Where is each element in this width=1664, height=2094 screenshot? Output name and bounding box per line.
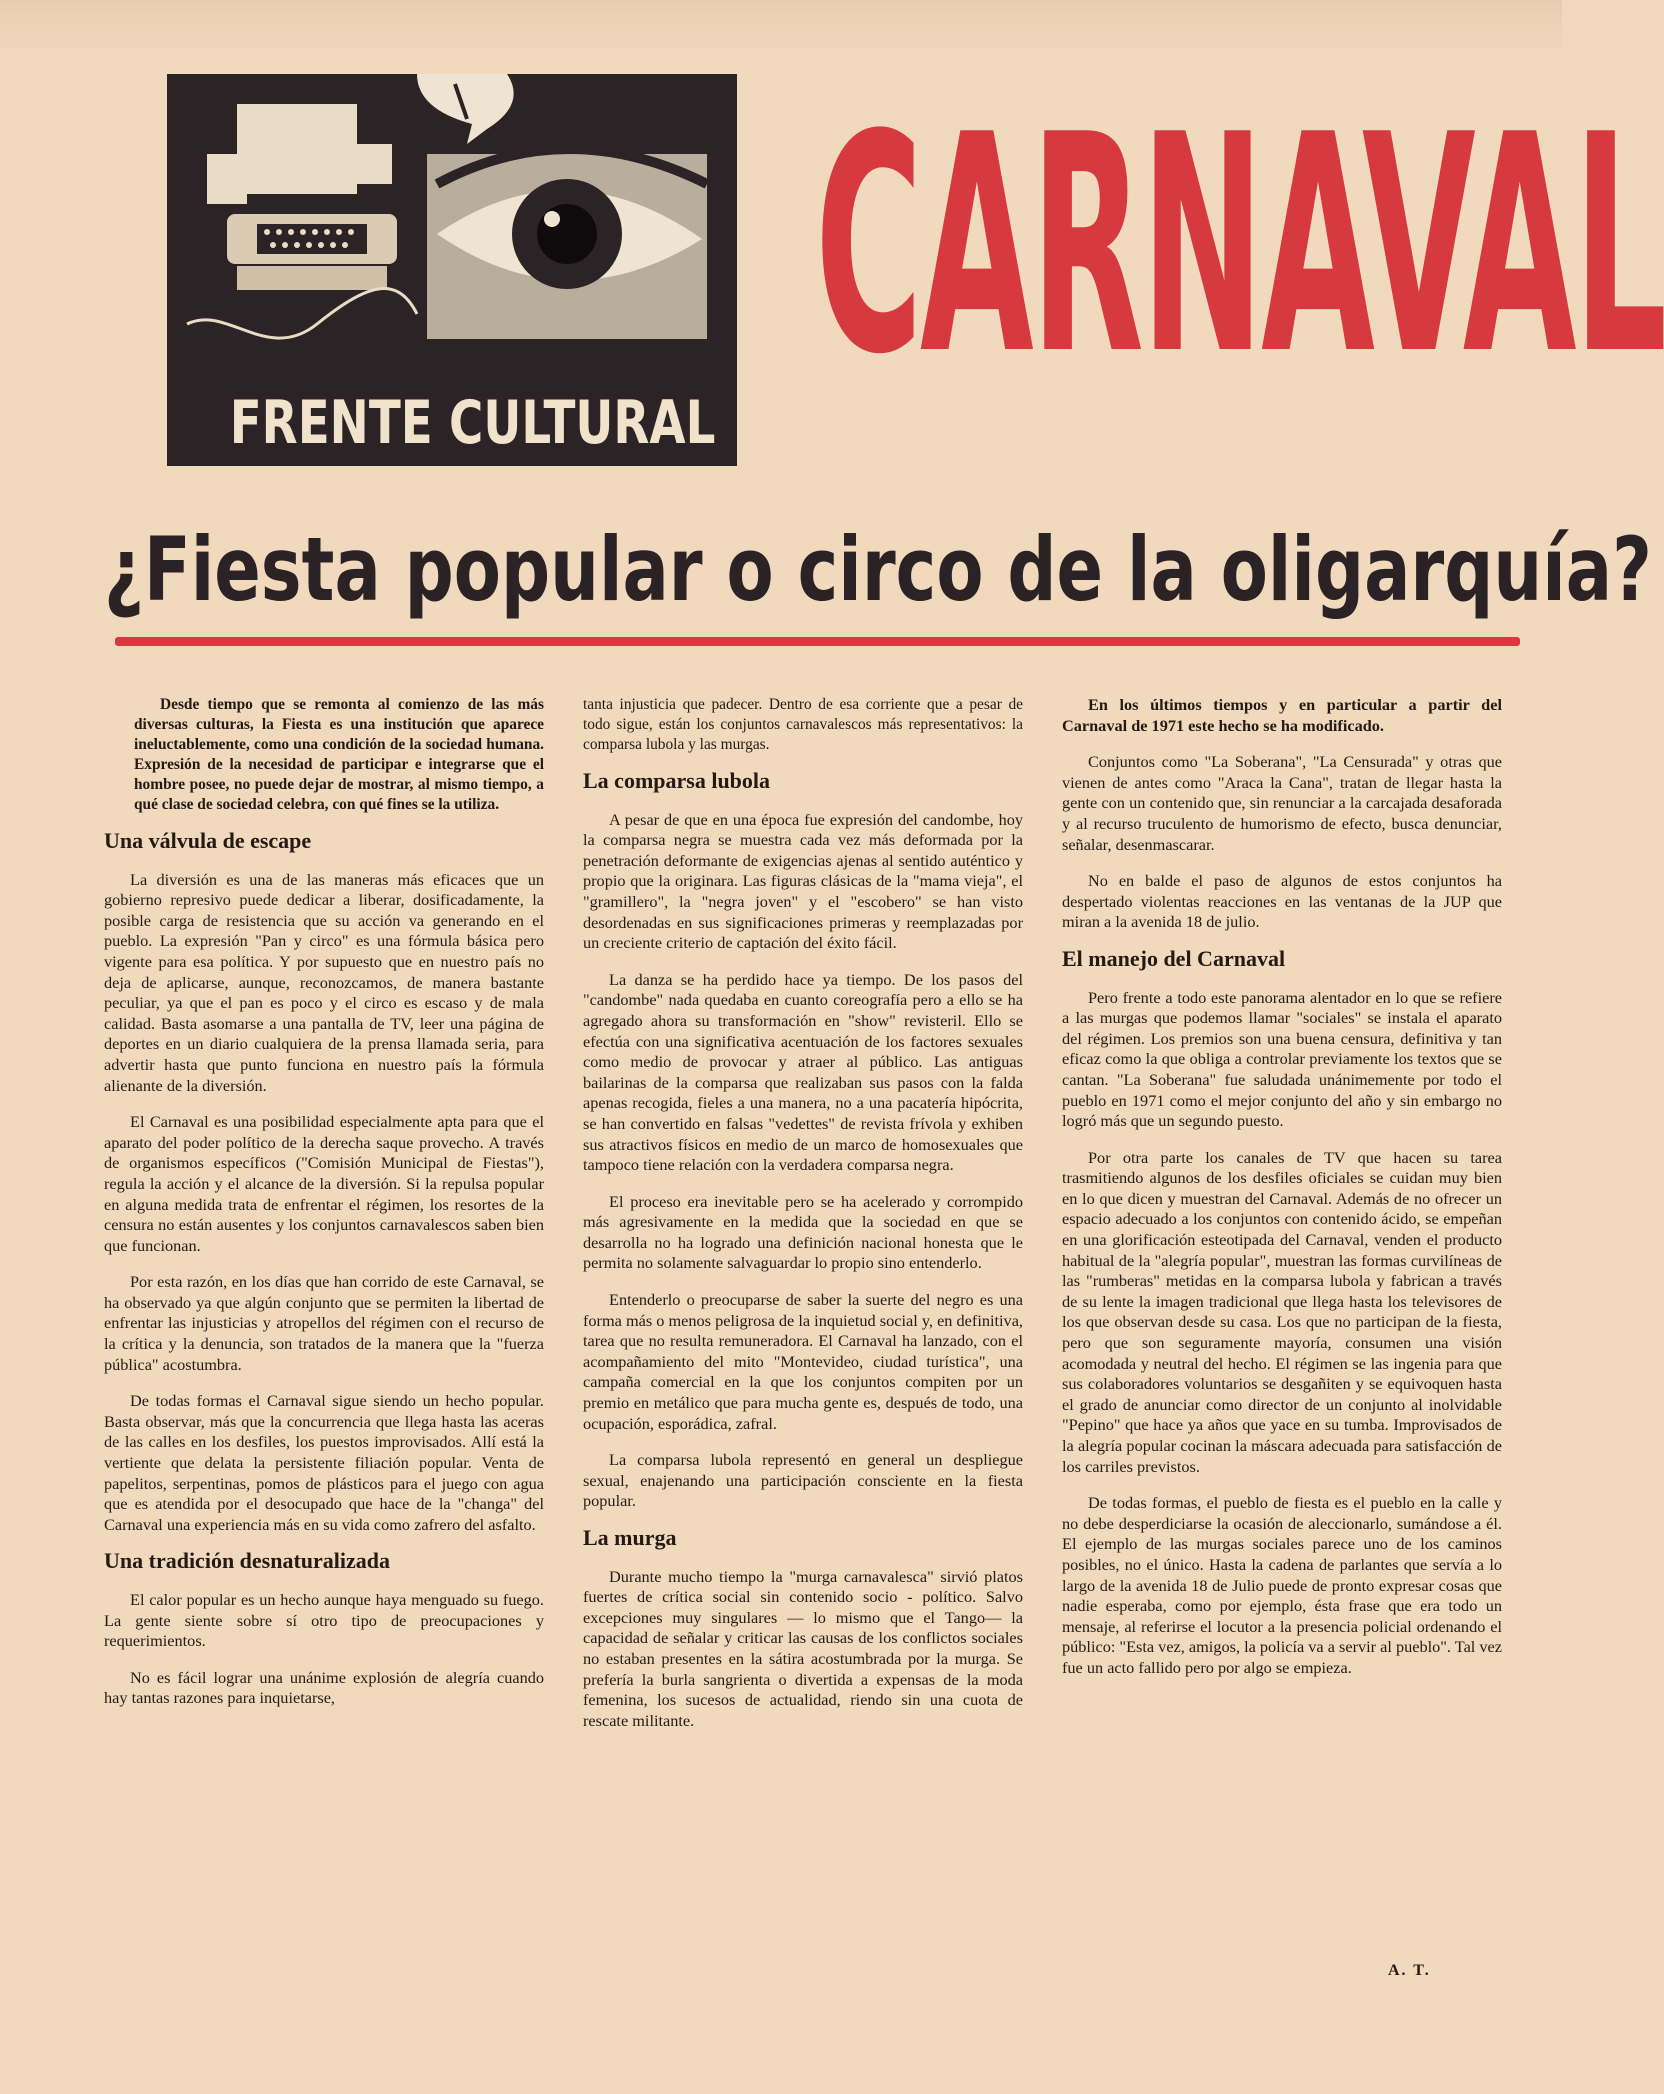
paragraph: De todas formas, el pueblo de fiesta es el pueblo en la calle y no debe desperdiciarse la ocasión de aleccionarlo, sumándose a él. El ejemplo de las murgas sociales parece uno de los caminos posibles, no el único. Hasta la cadena de parlantes que servía a lo largo de la avenida 18 de Julio puede de pronto expresar cosas que nadie esperaba, como por ejemplo, ésta frase que era todo un mensaje, al referirse el locutor a la presencia policial ordenando el público: "Esta vez, amigos, la policía va a servir al pueblo". Tal vez fue un acto fallido pero por algo se empieza. (1062, 1493, 1502, 1677)
intro-paragraph: tanta injusticia que padecer. Dentro de esa corriente que a pesar de todo sigue, están los conjuntos carnavalescos más representativos: la comparsa lubola y las murgas. (583, 696, 1023, 753)
paragraph: La diversión es una de las maneras más eficaces que un gobierno represivo puede dedicar a liberar, dosificadamente, la posible carga de resistencia que su acción va generando en el pueblo. La expresión "Pan y circo" es una fórmula básica pero vigente para esa política. Y por supuesto que en nuestro país no deja de aplicarse, aunque, reconozcamos, de manera bastante peculiar, ya que el pan es poco y el circo es escaso y de mala calidad. Basta asomarse a una pantalla de TV, leer una página de deportes en un diario cualquiera de la prensa llamada seria, para advertir hasta que punto funciona en nuestro país la fórmula alienante de la diversión. (104, 869, 544, 1095)
top-edge (0, 0, 1562, 58)
frente-cultural-masthead (167, 74, 737, 466)
intro-paragraph: En los últimos tiempos y en particular a partir del Carnaval de 1971 este hecho se ha modificado. (1062, 695, 1502, 735)
paragraph: No en balde el paso de algunos de estos conjuntos ha despertado violentas reacciones en las ventanas de la JUP que miran a la avenida 18 de julio. (1062, 871, 1502, 932)
speech-bubble-icon (417, 74, 514, 144)
subheading-tradicion: Una tradición desnaturalizada (104, 1548, 391, 1574)
paragraph: Entenderlo o preocuparse de saber la suerte del negro es una forma más o menos peligrosa de la inquietud social y, en definitiva, tarea que no resulta remuneradora. El Carnaval ha lanzado, con el acompañamiento del mito "Montevideo, ciudad turística", una campaña comercial en la que los conjuntos compiten por un premio en metálico que para mucha gente es, después de todo, una ocupación, esporádica, zafral. (583, 1290, 1023, 1433)
paragraph: Por otra parte los canales de TV que hacen su tarea trasmitiendo algunos de los desfiles oficiales se cuidan muy bien en lo que dicen y muestran del Carnaval. Además de no ofrecer un espacio adecuado a los conjuntos con contenido ácido, se empeñan en una glorificación esteotipada del Carnaval, venden el producto habitual de la "alegría popular", muestran las formas curvilíneas de las "rumberas" metidas en la comparsa lubola y fabrican a través de su lente la imagen tradicional que llega hasta los televisores de los que observan desde su casa. Los que no participan de la fiesta, pero que son seguramente mayoría, consumen una visión acomodada y neutral del hecho. El régimen se las ingenia para que sus colaboradores voluntarios se desgañiten y se equivoquen hasta el grado de anunciar como director de un conjunto al inolvidable "Pepino" que hace ya años que yace en su tumba. Improvisados de la alegría popular cocinan la máscara adecuada para satisfacción de los carriles previstos. (1062, 1147, 1502, 1476)
paragraph: De todas formas el Carnaval sigue siendo un hecho popular. Basta observar, más que la concurrencia que llega hasta las aceras de las calles en los desfiles, los puestos improvisados. Allí está la vertiente que delata la persistente filiación popular. Venta de papelitos, serpentinas, pomos de plásticos para el juego con agua que es atendida por el desocupado que hace de la "changa" del Carnaval una experiencia más en su vida como zafrero del asfalto. (104, 1391, 544, 1534)
author-signature: A. T. (1388, 1962, 1431, 1979)
paragraph: El proceso era inevitable pero se ha acelerado y corrompido más agresivamente en la medida que la sociedad en que se desarrolla no ha logrado una definición nacional honesta que le permita no solamente salvaguardar lo propio sino entenderlo. (583, 1191, 1023, 1273)
eye-icon (427, 149, 707, 339)
subheading-manejo: El manejo del Carnaval (1062, 945, 1286, 971)
paragraph: La danza se ha perdido hace ya tiempo. De los pasos del "candombe" nada quedaba en cuanto coreografía pero a ello se ha agregado ahora su transformación en "show" revisteril. Ello se efectúa con una significativa acentuación de los factores sexuales como medio de provocar y atraer al público. Las antiguas bailarinas de la comparsa que realizaban sus pasos con la falda apenas recogida, fieles a una manera, no a una pacatería hipócrita, se han convertido en falsas "vedettes" de revista frívola y exhiben sus atractivos físicos en medio de un marco de homosexuales que tampoco tiene relación con la verdadera comparsa negra. (583, 969, 1023, 1175)
masthead-title: FRENTE CULTURAL (229, 388, 716, 458)
paragraph: El Carnaval es una posibilidad especialmente apta para que el aparato del poder político de la derecha saque provecho. A través de organismos específicos ("Comisión Municipal de Fiestas"), regula la acción y el alcance de la diversión. Si la repulsa popular en alguna medida trata de enfrentar el régimen, los resortes de la censura no están ausentes y los conjuntos carnavalescos saben bien que funcionan. (104, 1112, 544, 1255)
intro-paragraph: Desde tiempo que se remonta al comienzo de las más diversas culturas, la Fiesta es una institución que aparece ineluctablemente, como una condición de la sociedad humana. Expresión de la necesidad de participar e integrarse que el hombre posee, no puede dejar de mostrar, al mismo tiempo, a qué clase de sociedad celebra, con qué fines se la utiliza. (134, 696, 544, 813)
typewriter-icon (187, 104, 417, 338)
column-3 (1062, 695, 1502, 1695)
paragraph: El calor popular es un hecho aunque haya menguado su fuego. La gente siente sobre sí otro tipo de preocupaciones y requerimientos. (104, 1590, 544, 1651)
column-2 (583, 695, 1023, 1747)
subheading-valvula: Una válvula de escape (104, 828, 312, 853)
section-title: CARNAVAL (815, 71, 1664, 420)
paragraph: No es fácil lograr una unánime explosión de alegría cuando hay tantas razones para inquietarse, (104, 1667, 544, 1708)
column-1 (104, 695, 544, 1725)
paragraph: Por esta razón, en los días que han corrido de este Carnaval, se ha observado ya que algún conjunto que se permiten la libertad de enfrentar las injusticias y atropellos del régimen con el recurso de la crítica y la denuncia, son tratados de la manera que la "fuerza pública" acostumbra. (104, 1272, 544, 1374)
paragraph: Pero frente a todo este panorama alentador en lo que se refiere a las murgas que podemos llamar "sociales" se instala el aparato del régimen. Los premios son una buena censura, definitiva y tan eficaz como la que obliga a controlar previamente los textos que se cantan. "La Soberana" fue saludada unánimemente por todo el pueblo en 1971 como el mejor conjunto del año y sin embargo no logró más que un segundo puesto. (1062, 987, 1502, 1131)
paragraph: Durante mucho tiempo la "murga carnavalesca" sirvió platos fuertes de crítica social sin contenido socio - político. Salvo excepciones muy singulares — lo mismo que el Tango— la capacidad de señalar y criticar las causas de los conflictos sociales no estaban presentes en la sátira acostumbrada por la murga. Se prefería la burla sangrienta o divertida a expensas de la moda femenina, los sucesos de actualidad, riendo sin una cuota de rescate militante. (583, 1566, 1023, 1730)
red-rule-divider (115, 637, 1520, 646)
paragraph: Conjuntos como "La Soberana", "La Censurada" y otras que vienen de antes como "Araca la Cana", tratan de llegar hasta la gente con un contenido que, sin renunciar a la carcajada desaforada y al recurso truculento de humorismo de efecto, busca denunciar, señalar, desenmascarar. (1062, 752, 1502, 854)
subheading-murga: La murga (583, 1525, 677, 1550)
headline: ¿Fiesta popular o circo de la oligarquía? (104, 518, 1652, 621)
paragraph: A pesar de que en una época fue expresión del candombe, hoy la comparsa negra se muestra cada vez más deformada por la penetración deformante de exigencias ajenas al sentido auténtico y propio que la originara. Las figuras clásicas de la "mama vieja", el "gramillero", la "negra joven" y el "escobero" se han visto desordenadas en sus significaciones primeras y reemplazadas por un creciente criterio de captación del éxito fácil. (583, 809, 1023, 953)
paragraph: La comparsa lubola representó en general un despliegue sexual, enajenando una participación consciente en la fiesta popular. (583, 1450, 1023, 1511)
subheading-comparsa: La comparsa lubola (583, 768, 771, 793)
